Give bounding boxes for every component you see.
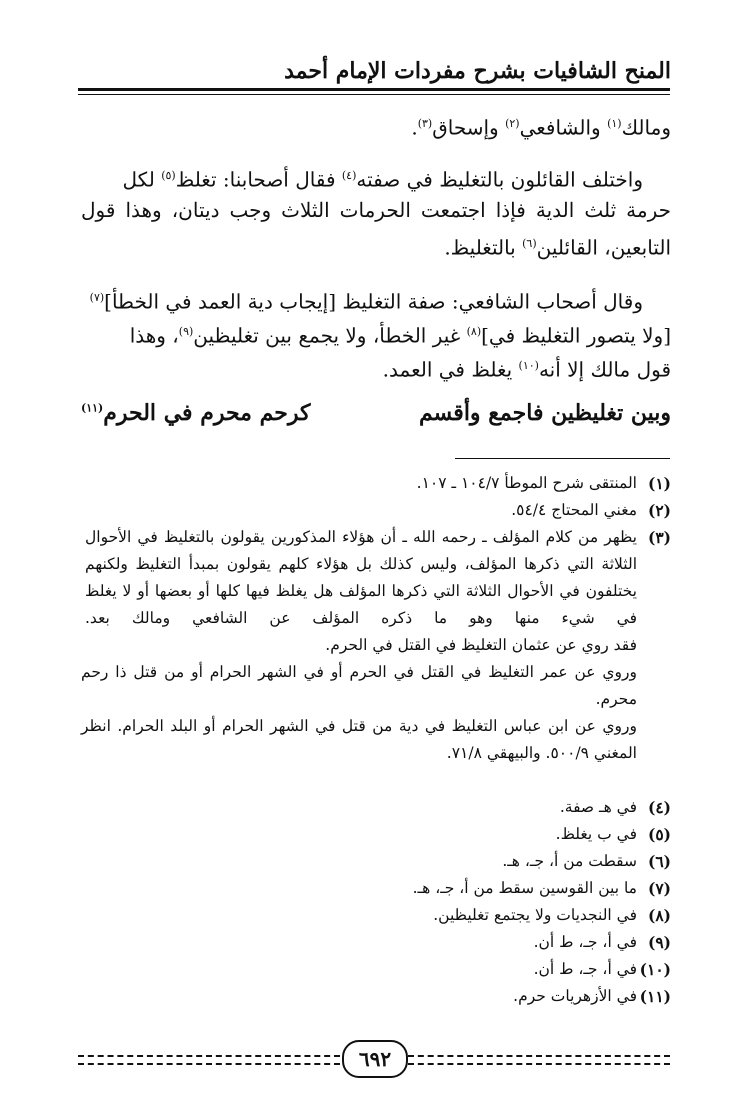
footnote-text: في هـ صفة.	[559, 798, 637, 816]
footnote-number: (١)	[647, 474, 671, 493]
footer-dash-right-2	[408, 1063, 670, 1065]
text-run: كرحم محرم في الحرم	[103, 400, 311, 426]
footnote-ref: (٣)	[417, 117, 433, 130]
footnote-3	[81, 524, 671, 767]
footnote-text: سقطت من أ، جـ، هـ.	[502, 852, 637, 870]
text-run: يغلظ في العمد.	[382, 357, 519, 382]
footnote-text: المنتقى شرح الموطأ ١٠٤/٧ ـ ١٠٧.	[416, 474, 637, 492]
footer-dash-right	[408, 1055, 670, 1057]
text-run: وإسحاق	[432, 115, 506, 140]
footnote-text: في الأزهريات حرم.	[513, 987, 637, 1005]
text-run: [ولا يتصور التغليظ في]	[481, 323, 671, 348]
footnote-ref: (١)	[607, 117, 622, 130]
footnote-text: في ب يغلظ.	[555, 825, 637, 843]
footnote-text: في أ، جـ، ط أن.	[533, 960, 637, 978]
footnote-9	[81, 929, 671, 957]
footnote-separator	[455, 458, 670, 459]
footnote-6	[81, 848, 671, 876]
footnote-number: (٩)	[647, 933, 671, 952]
footnote-number: (٣)	[647, 528, 671, 547]
paragraph-3-line-3	[81, 350, 671, 386]
text-run: بالتغليظ.	[444, 235, 523, 260]
footnote-text: في النجديات ولا يجتمع تغليظين.	[433, 906, 637, 924]
footnote-ref: (٨)	[466, 325, 482, 338]
text-run: وقال أصحاب الشافعي: صفة التغليظ [إيجاب دية العمد في الخطأ]	[104, 289, 643, 314]
footnote-ref: (١٠)	[518, 359, 539, 372]
paragraph-2-line-3	[81, 228, 671, 264]
footnote-number: (٨)	[647, 906, 671, 925]
footnote-number: (١٠)	[639, 960, 671, 979]
footnote-1	[81, 470, 671, 498]
footnote-text: مغني المحتاج ٥٤/٤.	[511, 501, 637, 519]
footer-dash-left	[78, 1055, 340, 1057]
footnote-ref: (٦)	[522, 237, 537, 250]
footer-dash-left-2	[78, 1063, 340, 1065]
text-run: لكل	[122, 167, 162, 192]
paragraph-1-line-1	[81, 108, 671, 144]
paragraph-3-line-1	[81, 282, 671, 318]
footnote-3-continuation: فقد روي عن عثمان التغليظ في القتل في الحرم.	[325, 636, 637, 654]
text-run: ، وهذا	[129, 323, 179, 348]
footnote-number: (٢)	[647, 501, 671, 520]
footnote-text: ما بين القوسين سقط من أ، جـ، هـ.	[412, 879, 637, 897]
text-run: ومالك	[621, 115, 671, 140]
footnote-ref: (٩)	[178, 325, 194, 338]
footnote-ref: (٢)	[505, 117, 520, 130]
footnote-ref: (٥)	[161, 169, 176, 182]
footnote-3-continuation: وروي عن عمر التغليظ في القتل في الحرم أو في الشهر الحرام أو من قتل ذا رحم محرم.	[81, 663, 637, 708]
text-run: واختلف القائلون بالتغليظ في صفته	[356, 167, 643, 192]
verse-line	[81, 400, 671, 426]
footnote-3-continuation: وروي عن ابن عباس التغليظ في دية من قتل في الشهر الحرام أو البلد الحرام. انظر المغني ٥٠٠/٩. والبيهقي ٧١/٨.	[81, 717, 637, 762]
footnote-7	[81, 875, 671, 903]
running-header: المنح الشافيات بشرح مفردات الإمام أحمد	[284, 58, 671, 84]
header-rule-thin	[78, 94, 670, 95]
text-run: .	[411, 115, 418, 140]
text-run: قول مالك إلا أنه	[538, 357, 671, 382]
paragraph-2-line-2: حرمة ثلث الدية فإذا اجتمعت الحرمات الثلاث وجب ديتان، وهذا قول	[81, 198, 671, 222]
footnote-text: يظهر من كلام المؤلف ـ رحمه الله ـ أن هؤلاء المذكورين يقولون بالتغليظ في الأحوال الثلاثة التي ذكرها المؤلف، وليس كذلك بل هؤلاء كلهم يقولون بمبدأ التغليظ ولكنهم يختلفون في الأحوال الثلاثة التي ذكرها المؤلف هل يغلظ فيها كلها أو بعضها أو لا يغلظ في شيء منها وهو ما ذكره المؤلف عن الشافعي ومالك بعد.	[85, 528, 637, 627]
text-run: التابعين، القائلين	[536, 235, 671, 260]
header-rule-thick	[78, 88, 670, 91]
page-number: ٦٩٢	[342, 1040, 408, 1078]
text-run: فقال أصحابنا: تغلظ	[175, 167, 342, 192]
footnote-5	[81, 821, 671, 849]
footnote-8	[81, 902, 671, 930]
paragraph-2-line-1	[81, 160, 671, 196]
footnote-number: (١١)	[639, 987, 671, 1006]
footnote-ref: (١١)	[81, 401, 104, 415]
text-run: والشافعي	[519, 115, 608, 140]
footnote-2	[81, 497, 671, 525]
footnote-number: (٤)	[647, 798, 671, 817]
footnote-11	[81, 983, 671, 1011]
footnote-ref: (٧)	[89, 291, 105, 304]
footnote-10	[81, 956, 671, 984]
paragraph-3-line-2	[81, 316, 671, 352]
text-run: غير الخطأ، ولا يجمع بين تغليظين	[193, 323, 467, 348]
footnote-number: (٦)	[647, 852, 671, 871]
footnote-number: (٧)	[647, 879, 671, 898]
verse-hemistich-left	[81, 400, 310, 426]
footnote-number: (٥)	[647, 825, 671, 844]
footnote-ref: (٤)	[341, 169, 357, 182]
verse-hemistich-right: وبين تغليظين فاجمع وأقسم	[419, 400, 671, 426]
footnote-text: في أ، جـ، ط أن.	[533, 933, 637, 951]
footnote-4	[81, 794, 671, 822]
